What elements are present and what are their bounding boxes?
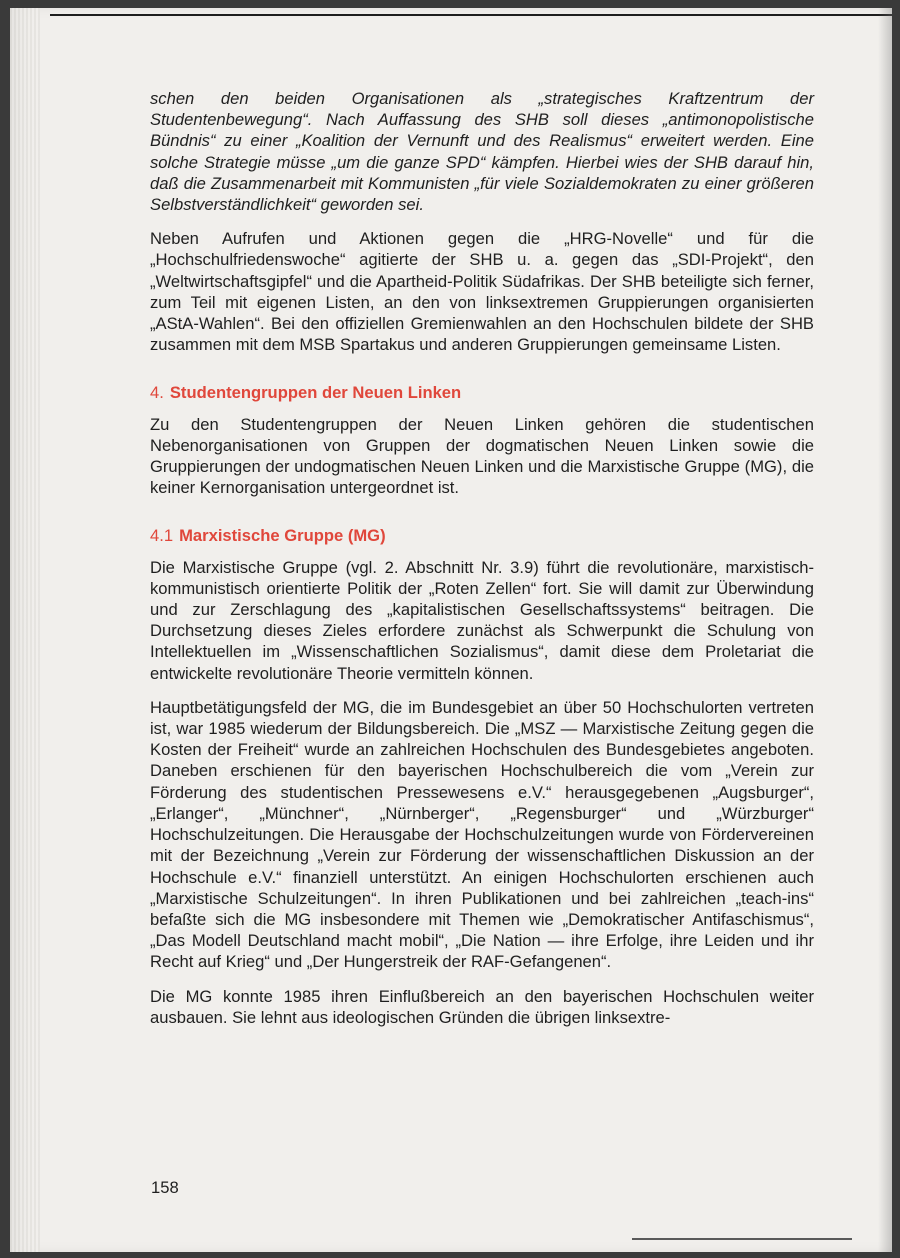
book-page bbox=[10, 8, 892, 1252]
paragraph-section41-3: Die MG konnte 1985 ihren Einflußbereich an den bayerischen Hochschulen weiter ausbauen. Sie lehnt aus ideologischen Gründen die übrigen linksextre- bbox=[150, 986, 814, 1027]
paragraph-intro-2: Neben Aufrufen und Aktionen gegen die „HRG-Novelle“ und für die „Hochschulfriedenswoche“ agitierte der SHB u. a. gegen das „SDI-Projekt“, den „Weltwirtschaftsgipfel“ und die Apartheid-Politik Südafrikas. Der SHB beteiligte sich ferner, zum Teil mit eigenen Listen, an den von linksextremen Gruppierungen organisierten „AStA-Wahlen“. Bei den offiziellen Gremienwahlen an den Hochschulen bildete der SHB zusammen mit dem MSB Spartakus und anderen Gruppierungen gemeinsame Listen. bbox=[150, 229, 814, 355]
section-title-4: Studentengruppen der Neuen Linken bbox=[169, 383, 462, 403]
page-number: 158 bbox=[151, 1178, 179, 1197]
section-number-4: 4. bbox=[150, 383, 164, 403]
right-edge-shade bbox=[878, 8, 892, 1252]
section-heading-4 bbox=[150, 382, 814, 403]
top-edge-line bbox=[50, 14, 892, 16]
paragraph-section4-1: Zu den Studentengruppen der Neuen Linken gehören die studentischen Nebenorganisationen von Gruppen der dogmatischen Neuen Linken sowie die Gruppierungen der undogmatischen Neuen Linken und die Marxistische Gruppe (MG), die keiner Kernorganisation untergeordnet ist. bbox=[150, 414, 814, 498]
section-heading-4-1 bbox=[150, 525, 814, 546]
section-title-4-1: Marxistische Gruppe (MG) bbox=[179, 526, 386, 546]
paragraph-intro-1: schen den beiden Organisationen als „strategisches Kraftzentrum der Studentenbewegung“. Nach Auffassung des SHB soll dieses „antimonopolistische Bündnis“ zu einer „Koalition der Vernunft und des Realismus“ erweitert werden. Eine solche Strategie müsse „um die ganze SPD“ kämpfen. Hierbei wies der SHB darauf hin, daß die Zusammenarbeit mit Kommunisten „für viele Sozialdemokraten zu einer größeren Selbstverständlichkeit“ geworden sei. bbox=[150, 89, 814, 215]
paragraph-section41-2: Hauptbetätigungsfeld der MG, die im Bundesgebiet an über 50 Hochschulorten vertreten ist, war 1985 wiederum der Bildungsbereich. Die „MSZ — Marxistische Zeitung gegen die Kosten der Freiheit“ wurde an zahlreichen Hochschulen des Bundesgebietes angeboten. Daneben erschienen für den bayerischen Hochschulbereich die vom „Verein zur Förderung des studentischen Pressewesens e.V.“ herausgegebenen „Augsburger“, „Erlanger“, „Münchner“, „Nürnberger“, „Regensburger“ und „Würzburger“ Hochschulzeitungen. Die Herausgabe der Hochschulzeitungen wurde von Fördervereinen mit der Bezeichnung „Verein zur Förderung der wissenschaftlichen Diskussion an der Hochschule e.V.“ finanziell unterstützt. An einigen Hochschulorten erschienen auch „Marxistische Schulzeitungen“. In ihren Publikationen und bei zahlreichen „teach-ins“ befaßte sich die MG insbesondere mit Themen wie „Demokratischer Antifaschismus“, „Das Modell Deutschland macht mobil“, „Die Nation — ihre Erfolge, ihre Leiden und ihr Recht auf Krieg“ und „Der Hungerstreik der RAF-Gefangenen“. bbox=[150, 697, 814, 972]
paragraph-section41-1: Die Marxistische Gruppe (vgl. 2. Abschnitt Nr. 3.9) führt die revolutionäre, marxistisch-kommunistisch orientierte Politik der „Roten Zellen“ fort. Sie will damit zur Überwindung und zur Zerschlagung des „kapitalistischen Gesellschaftssystems“ beitragen. Die Durchsetzung dieses Zieles erfordere zunächst als Schwerpunkt die Schulung von Intellektuellen im „Wissenschaftlichen Sozialismus“, damit diese dem Proletariat die entwickelte revolutionäre Theorie vermitteln können. bbox=[150, 557, 814, 683]
page-content bbox=[150, 88, 814, 1041]
bottom-edge-rule bbox=[632, 1238, 852, 1240]
section-number-4-1: 4.1 bbox=[150, 526, 174, 546]
page-binding-edge bbox=[10, 8, 40, 1252]
